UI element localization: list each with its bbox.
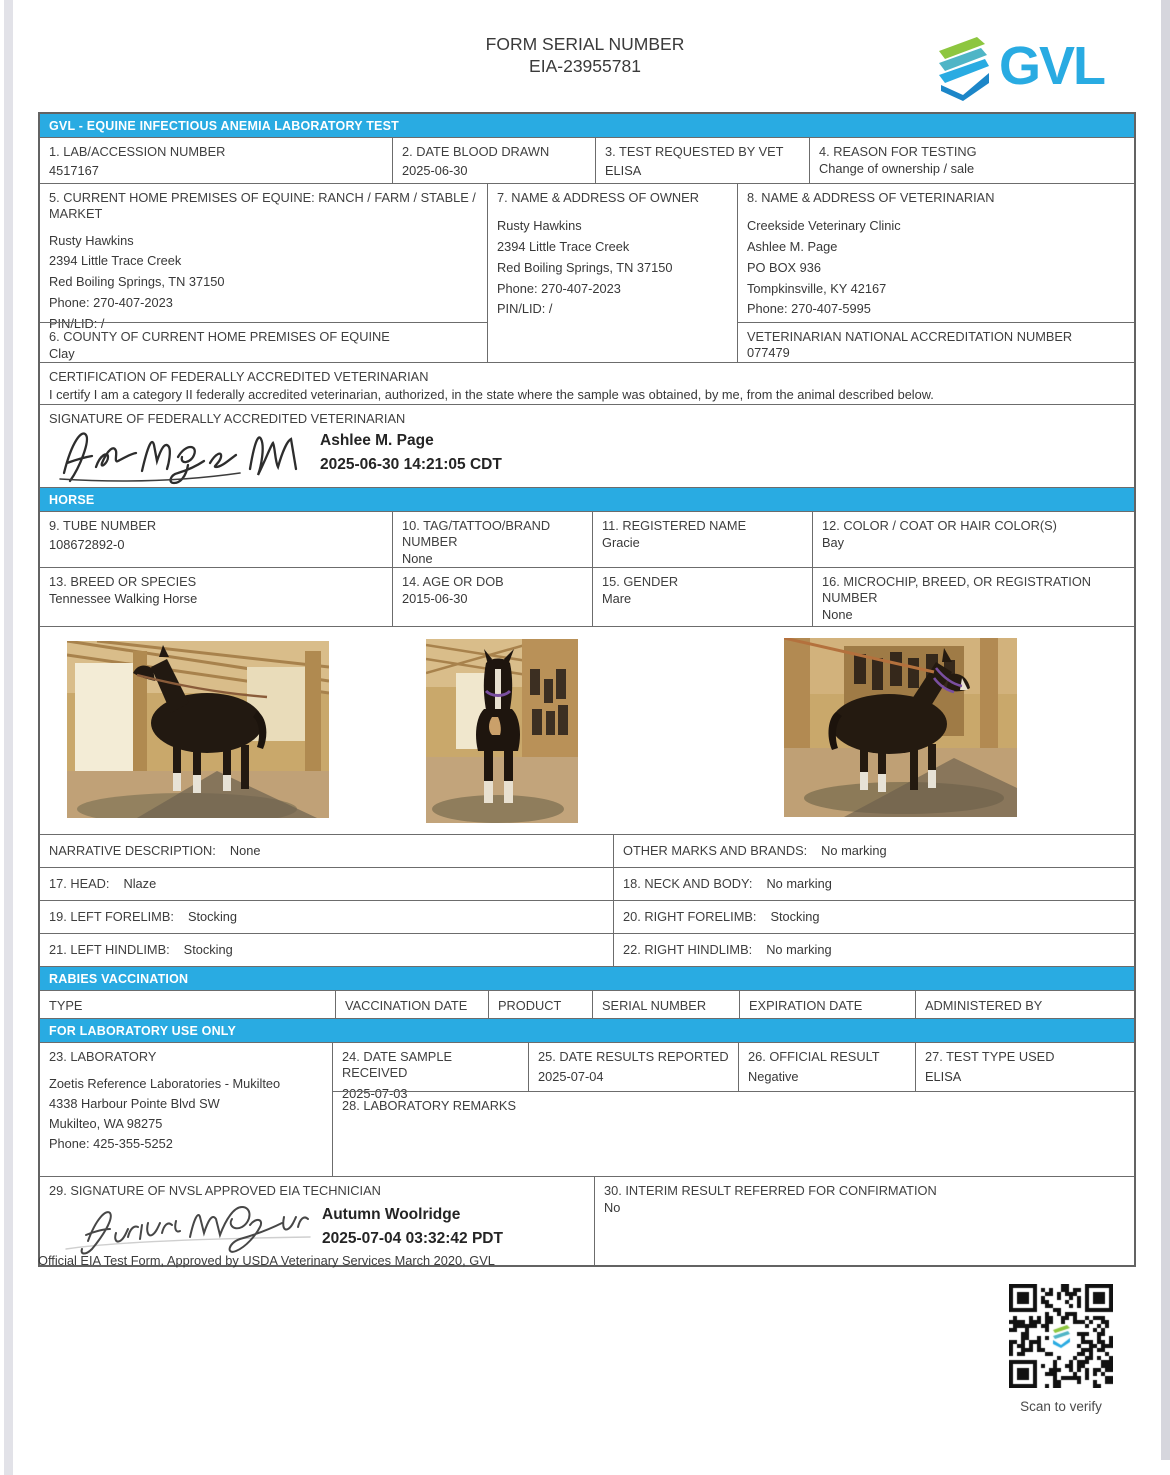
field-narrative-description: NARRATIVE DESCRIPTION: None	[49, 843, 261, 858]
horse-photo-front	[426, 639, 578, 823]
qr-caption: Scan to verify	[1020, 1399, 1102, 1414]
technician-signature-block: 29. SIGNATURE OF NVSL APPROVED EIA TECHNICIAN Autumn Woolridge 2025-07-04 03:32:42 PDT	[40, 1177, 594, 1265]
certification-statement: CERTIFICATION OF FEDERALLY ACCREDITED VETERINARIAN I certify I am a category II federally accredited veterinarian, authorized, in the state where the sample was obtained, by me, from the animal described below.	[40, 362, 1134, 404]
field-tube-number: 9. TUBE NUMBER 108672892-0	[49, 518, 157, 553]
section-bar-lab: FOR LABORATORY USE ONLY	[40, 1018, 1134, 1042]
field-breed: 13. BREED OR SPECIES Tennessee Walking Horse	[49, 574, 198, 607]
field-left-hindlimb: 21. LEFT HINDLIMB: Stocking	[49, 942, 233, 957]
horse-photo-left-side	[67, 641, 329, 818]
page-edge-right	[1161, 0, 1170, 1460]
veterinarian-address: Creekside Veterinary Clinic Ashlee M. Page PO BOX 936 Tompkinsville, KY 42167 Phone: 270-407-5995	[747, 218, 901, 317]
field-head: 17. HEAD: Nlaze	[49, 876, 157, 891]
field-home-premises: 5. CURRENT HOME PREMISES OF EQUINE: RANCH / FARM / STABLE / MARKET Rusty Hawkins 2394 Little Trace Creek Red Boiling Springs, TN 37150 Phone: 270-407-2023 PIN/LID: /	[40, 184, 487, 322]
field-gender: 15. GENDER Mare	[592, 568, 812, 626]
field-test-requested: 3. TEST REQUESTED BY VET ELISA	[595, 138, 809, 183]
vet-signature-text: Ashlee M. Page 2025-06-30 14:21:05 CDT	[320, 432, 502, 474]
rabies-col-expiration-date: EXPIRATION DATE	[739, 991, 915, 1018]
technician-signature-text: Autumn Woolridge 2025-07-04 03:32:42 PDT	[322, 1206, 503, 1248]
section-bar-test: GVL - EQUINE INFECTIOUS ANEMIA LABORATORY TEST	[40, 114, 1134, 137]
page-edge-left	[4, 0, 13, 1475]
rabies-col-serial-number: SERIAL NUMBER	[592, 991, 739, 1018]
field-registered-name: 11. REGISTERED NAME Gracie	[592, 512, 812, 567]
section-bar-horse: HORSE	[40, 487, 1134, 511]
field-laboratory-remarks: 28. LABORATORY REMARKS	[333, 1091, 1134, 1176]
field-microchip: 16. MICROCHIP, BREED, OR REGISTRATION NUMBER None	[812, 568, 1134, 626]
field-other-marks: OTHER MARKS AND BRANDS: No marking	[613, 835, 1134, 867]
technician-signature-image	[58, 1197, 320, 1257]
footer-approval-note: Official EIA Test Form, Approved by USDA Veterinary Services March 2020, GVL	[38, 1253, 495, 1268]
form-serial-label: FORM SERIAL NUMBER	[485, 34, 685, 54]
rabies-col-type: TYPE	[49, 998, 83, 1013]
vet-signature-block: SIGNATURE OF FEDERALLY ACCREDITED VETERINARIAN Ashlee M. Page 2025-06-30 14:21:05 CDT	[40, 404, 1134, 487]
field-date-results-reported: 25. DATE RESULTS REPORTED 2025-07-04	[528, 1043, 738, 1091]
field-tag-tattoo-brand: 10. TAG/TATTOO/BRAND NUMBER None	[392, 512, 592, 567]
field-date-sample-received: 24. DATE SAMPLE RECEIVED 2025-07-03	[342, 1049, 452, 1101]
field-age-dob: 14. AGE OR DOB 2015-06-30	[392, 568, 592, 626]
field-color: 12. COLOR / COAT OR HAIR COLOR(S) Bay	[812, 512, 1134, 567]
field-county: 6. COUNTY OF CURRENT HOME PREMISES OF EQUINE Clay	[40, 322, 487, 369]
field-accreditation-number: VETERINARIAN NATIONAL ACCREDITATION NUMBER 077479	[738, 322, 1134, 368]
rabies-col-product: PRODUCT	[488, 991, 592, 1018]
field-interim-result: 30. INTERIM RESULT REFERRED FOR CONFIRMATION No	[594, 1177, 1134, 1265]
form-serial-number: EIA-23955781	[529, 55, 641, 76]
field-right-forelimb: 20. RIGHT FORELIMB: Stocking	[613, 901, 1134, 933]
field-neck-body: 18. NECK AND BODY: No marking	[613, 868, 1134, 900]
field-veterinarian: 8. NAME & ADDRESS OF VETERINARIAN Creekside Veterinary Clinic Ashlee M. Page PO BOX 936 Tompkinsville, KY 42167 Phone: 270-407-5995	[738, 184, 1134, 322]
section-bar-rabies: RABIES VACCINATION	[40, 966, 1134, 990]
field-left-forelimb: 19. LEFT FORELIMB: Stocking	[49, 909, 238, 924]
premises-address: Rusty Hawkins 2394 Little Trace Creek Red Boiling Springs, TN 37150 Phone: 270-407-2023 PIN/LID: /	[49, 232, 225, 331]
rabies-col-vaccination-date: VACCINATION DATE	[335, 991, 488, 1018]
field-right-hindlimb: 22. RIGHT HINDLIMB: No marking	[613, 934, 1134, 966]
field-official-result: 26. OFFICIAL RESULT Negative	[738, 1043, 915, 1091]
field-owner: 7. NAME & ADDRESS OF OWNER Rusty Hawkins 2394 Little Trace Creek Red Boiling Springs, TN 37150 Phone: 270-407-2023 PIN/LID: /	[487, 184, 737, 362]
gvl-logo-text: GVL	[999, 36, 1105, 96]
horse-photos-row	[40, 626, 1134, 834]
field-test-type-used: 27. TEST TYPE USED ELISA	[915, 1043, 1134, 1091]
field-laboratory: 23. LABORATORY Zoetis Reference Laboratories - Mukilteo 4338 Harbour Pointe Blvd SW Mukilteo, WA 98275 Phone: 425-355-5252	[40, 1043, 332, 1176]
gvl-chevrons-icon	[933, 31, 995, 101]
field-lab-accession: 1. LAB/ACCESSION NUMBER 4517167	[49, 144, 226, 179]
form-serial-header	[285, 34, 885, 78]
eia-form-table	[38, 112, 1136, 1267]
vet-signature-image	[54, 423, 322, 485]
qr-verify-block	[988, 1284, 1134, 1414]
laboratory-address: Zoetis Reference Laboratories - Mukilteo 4338 Harbour Pointe Blvd SW Mukilteo, WA 98275 Phone: 425-355-5252	[49, 1076, 281, 1151]
gvl-logo	[933, 30, 1133, 102]
owner-address: Rusty Hawkins 2394 Little Trace Creek Red Boiling Springs, TN 37150 Phone: 270-407-2023 PIN/LID: /	[497, 218, 673, 317]
horse-photo-right-side	[784, 638, 1017, 817]
field-reason-for-testing: 4. REASON FOR TESTING Change of ownership / sale	[809, 138, 1134, 183]
qr-code	[1009, 1284, 1113, 1388]
field-date-blood-drawn: 2. DATE BLOOD DRAWN 2025-06-30	[392, 138, 595, 183]
rabies-col-administered-by: ADMINISTERED BY	[915, 991, 1134, 1018]
